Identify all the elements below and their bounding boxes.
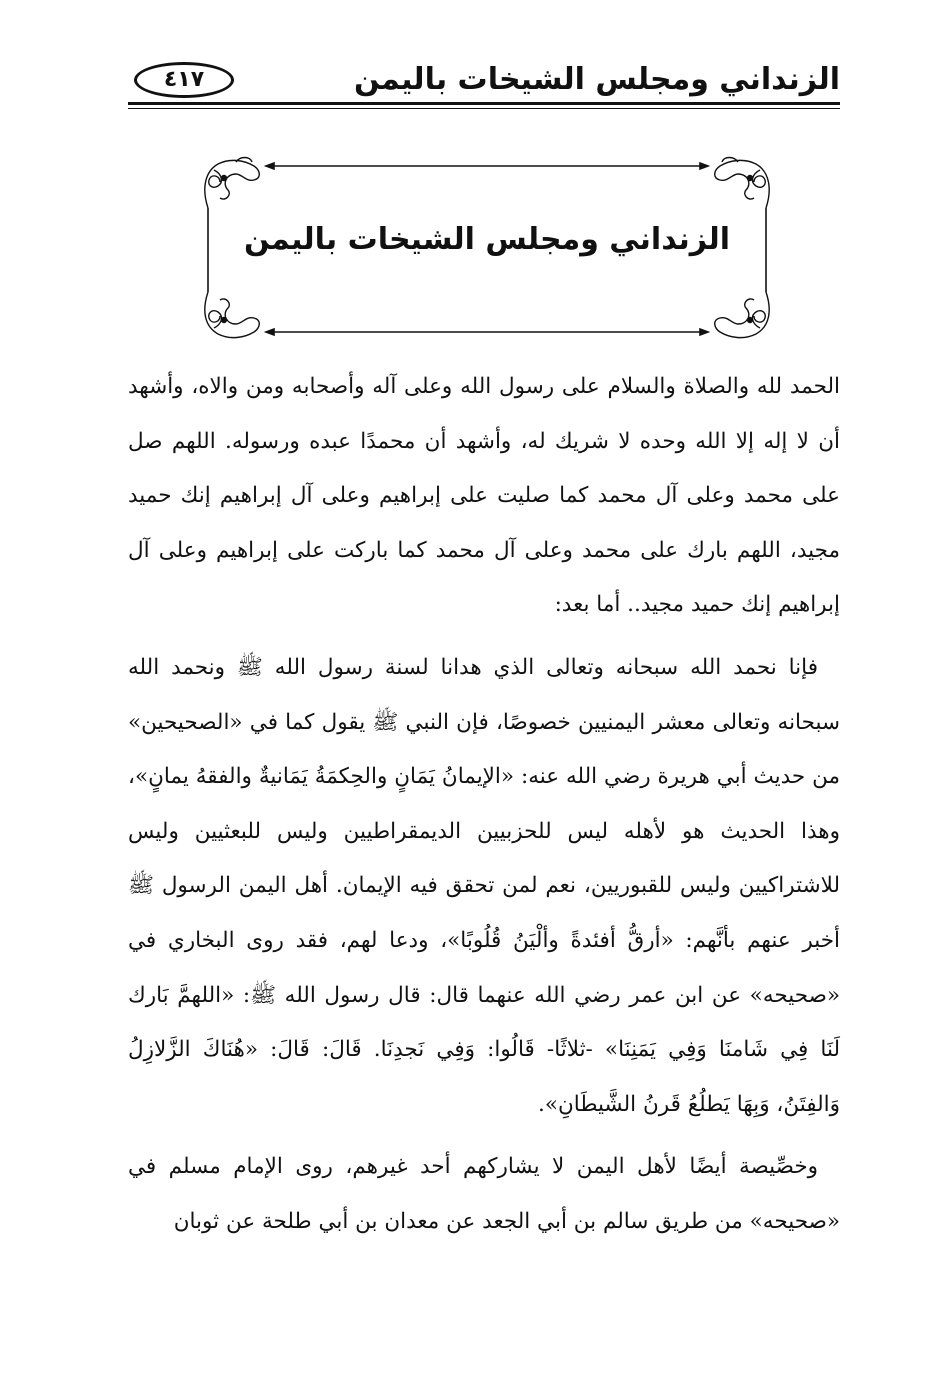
paragraph: الحمد لله والصلاة والسلام على رسول الله وعلى آله وأصحابه ومن والاه، وأشهد أن لا إله إلا الله وحده لا شريك له، وأشهد أن محمدًا عبده ورسوله. اللهم صل على محمد وعلى آل محمد كما صليت على إبراهيم وعلى آل إبراهيم إنك حميد مجيد، اللهم بارك على محمد وعلى آل محمد كما باركت على إبراهيم وعلى آل إبراهيم إنك حميد مجيد.. أما بعد: — [128, 374, 840, 618]
paragraph: وخصِّيصة أيضًا لأهل اليمن لا يشاركهم أحد غيرهم، روى الإمام مسلم في «صحيحه» من طريق سالم بن أبي الجعد عن معدان بن أبي طلحة عن ثوبان — [128, 1154, 840, 1234]
page-number: ٤١٧ — [134, 62, 234, 98]
paragraph: فإنا نحمد الله سبحانه وتعالى الذي هدانا لسنة رسول الله ﷺ ونحمد الله سبحانه وتعالى معشر اليمنيين خصوصًا، فإن النبي ﷺ يقول كما في «الصحيحين» من حديث أبي هريرة رضي الله عنه: «الإيمانُ يَمَانٍ والحِكمَةُ يَمَانيةٌ والفقهُ يمانٍ»، وهذا الحديث هو لأهله ليس للحزبيين الديمقراطيين وليس للبعثيين وليس للاشتراكيين وليس للقبوريين، نعم لمن تحقق فيه الإيمان. أهل اليمن الرسول ﷺ أخبر عنهم بأنَّهم: «أرقُّ أفئدةً وألْيَنُ قُلُوبًا»، ودعا لهم، فقد روى البخاري في «صحيحه» عن ابن عمر رضي الله عنهما قال: قال رسول الله ﷺ: «اللهمَّ بَارك لَنَا فِي شَامنَا وَفِي يَمَنِنَا» -ثلاثًا- قَالُوا: وَفِي نَجدِنَا. قَالَ: قَالَ: «هُنَاكَ الزَّلازِلُ وَالفِتَنُ، وَبِهَا يَطلُعُ قَرنُ الشَّيطَانِ». — [128, 654, 840, 1117]
header-rule-thin — [128, 108, 840, 109]
running-header — [128, 58, 840, 106]
section-title: الزنداني ومجلس الشيخات باليمن — [243, 222, 731, 257]
title-frame — [196, 150, 778, 340]
running-title: الزنداني ومجلس الشيخات باليمن — [353, 62, 840, 97]
body-text — [128, 360, 840, 1258]
header-rule — [128, 102, 840, 105]
